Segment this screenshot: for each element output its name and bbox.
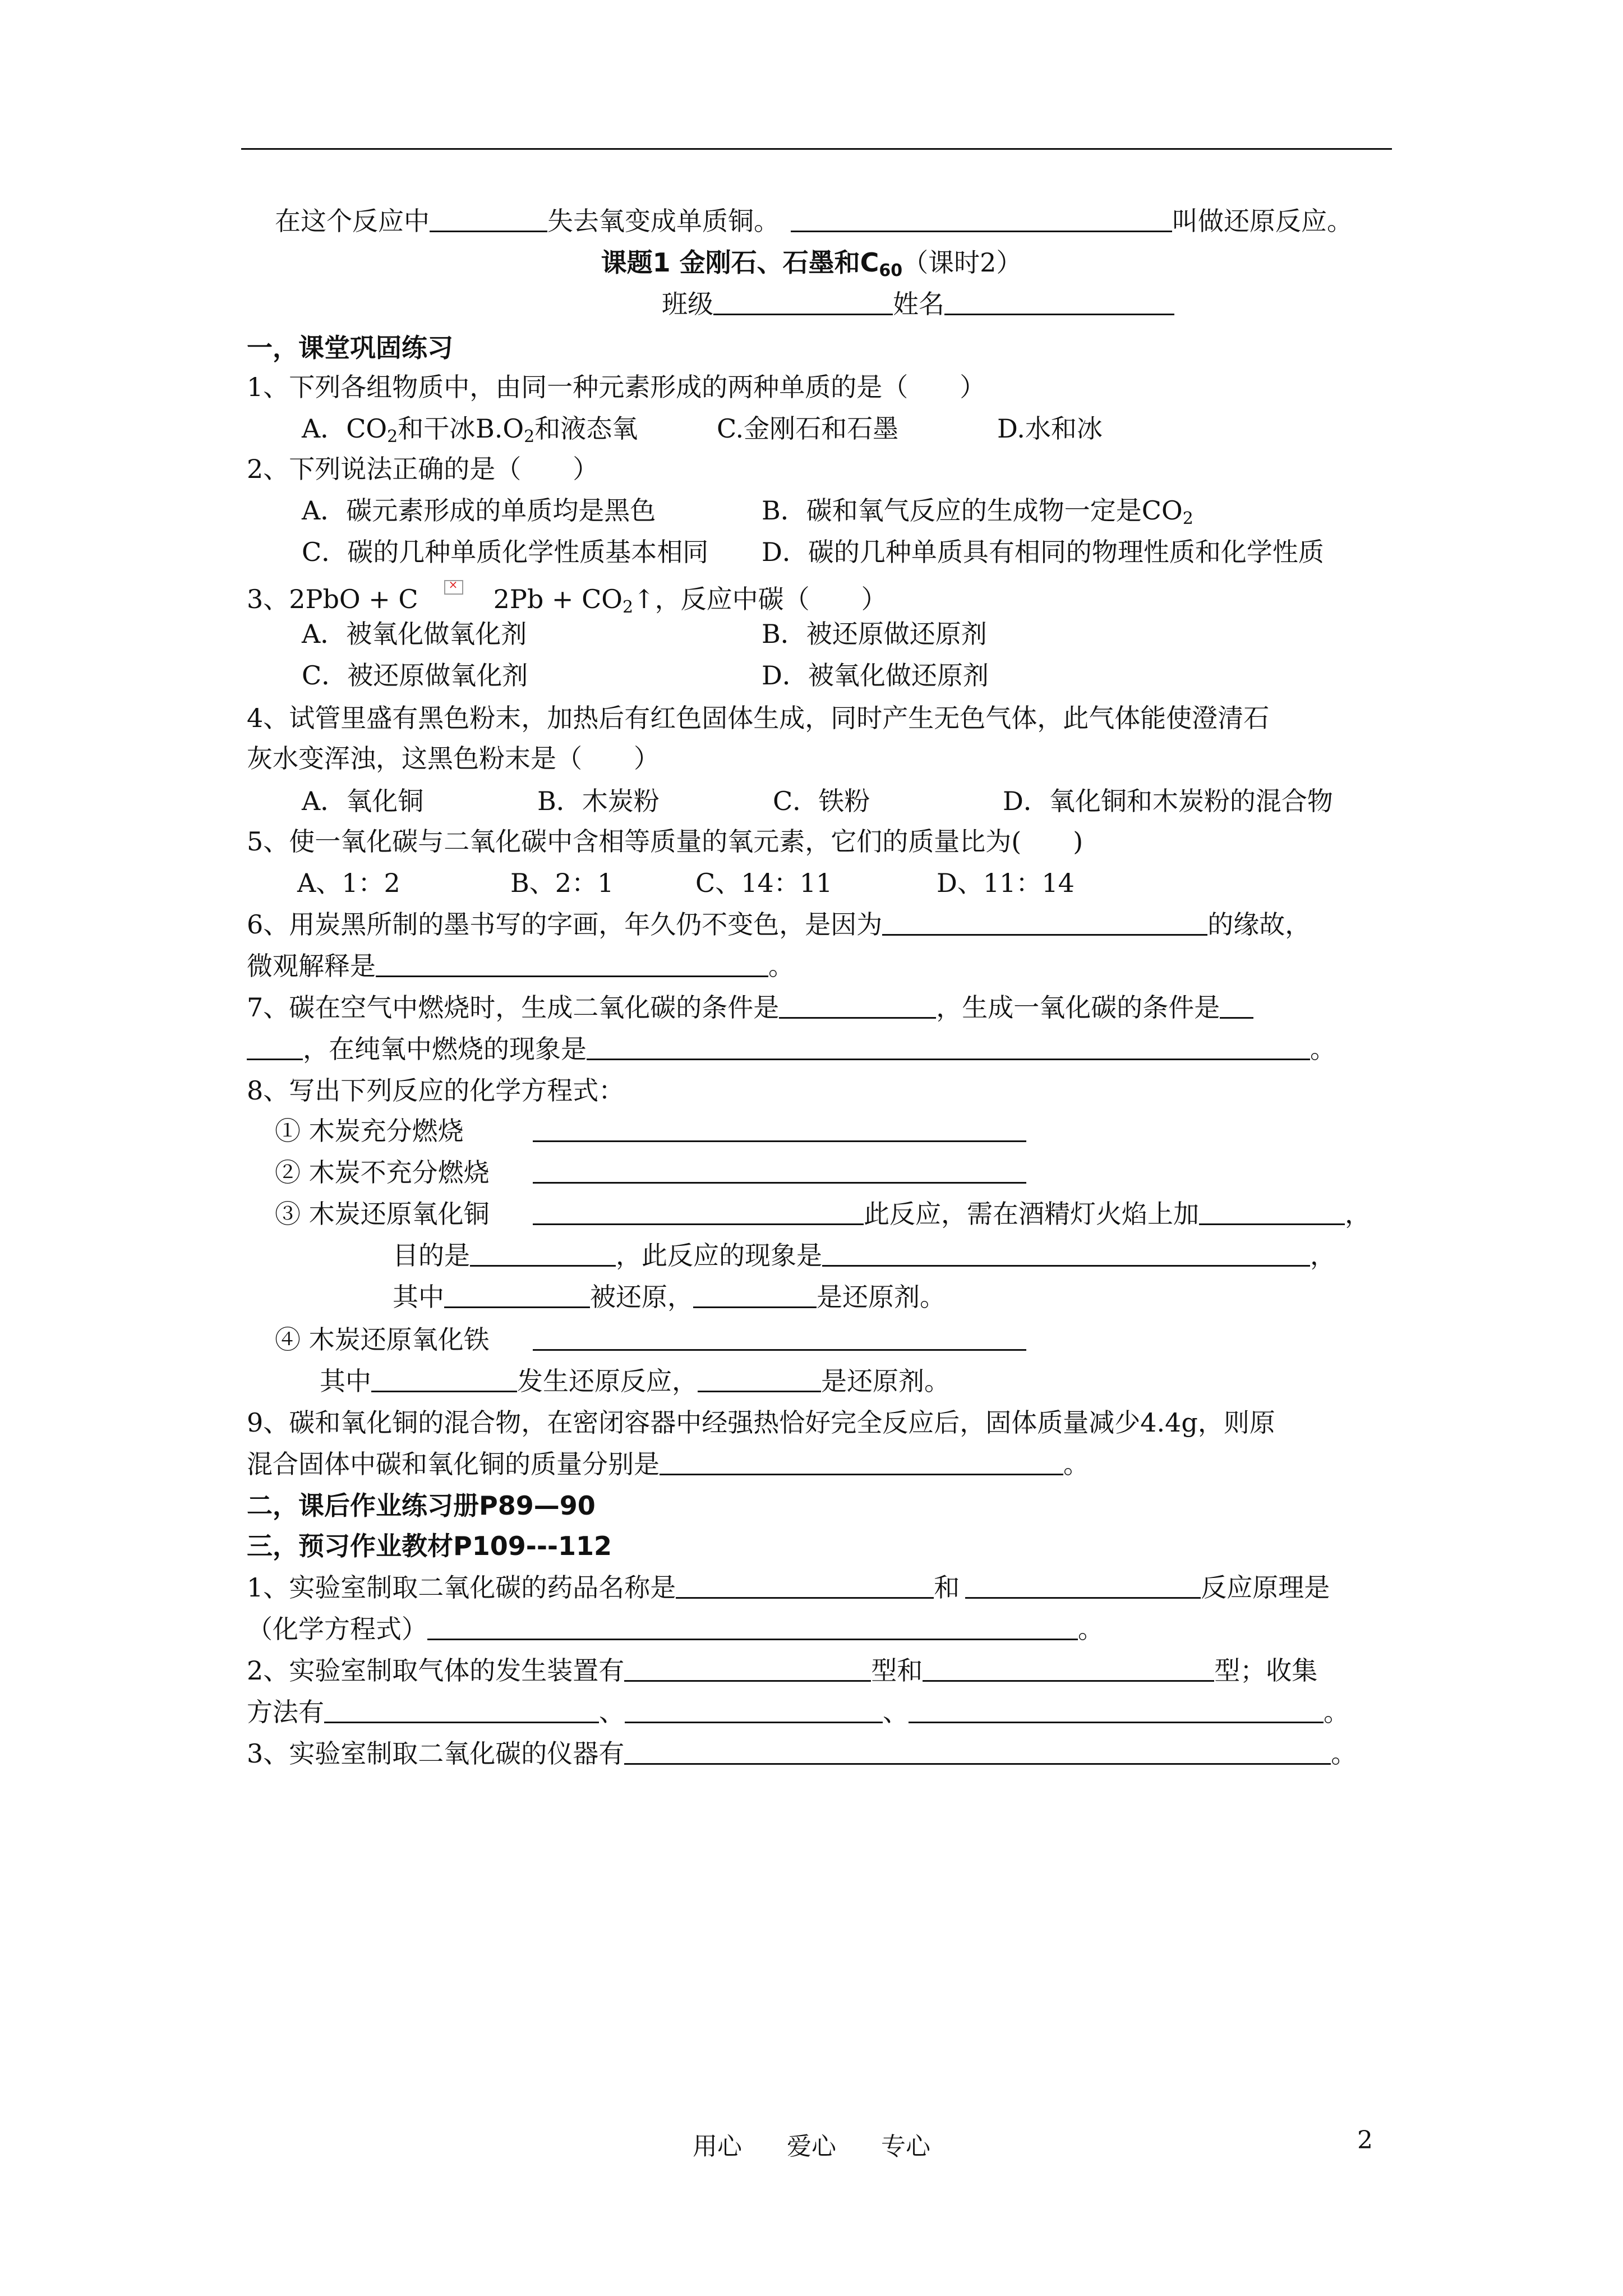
blank	[1220, 991, 1253, 1019]
preview-1-line-2: （化学方程式） 。	[247, 1614, 1104, 1644]
blank	[923, 1654, 1214, 1682]
q5-option-a: A、1：2	[297, 868, 400, 898]
q2-option-a: A．碳元素形成的单质均是黑色	[302, 495, 656, 526]
preview-3: 3、实验室制取二氧化碳的仪器有 。	[247, 1738, 1357, 1769]
broken-image-icon: ×	[441, 576, 465, 598]
blank	[324, 1696, 599, 1723]
blank	[430, 205, 547, 232]
question-2-options-cd	[302, 535, 1324, 569]
header-rule	[241, 148, 1392, 150]
question-1-options	[302, 412, 1103, 454]
blank	[470, 1239, 616, 1267]
q5-option-d: D、11：14	[937, 868, 1075, 898]
blank	[1199, 1198, 1345, 1225]
blank	[427, 1613, 1078, 1640]
blank	[698, 1365, 821, 1392]
q8-item-3-line-2: 目的是 ，此反应的现象是 ，	[393, 1240, 1336, 1271]
q1-option-b: $B.O_2$和液态氧	[476, 413, 638, 447]
blank	[660, 1448, 1063, 1475]
footer-text-2: 爱心	[787, 2132, 836, 2161]
question-4-options	[302, 784, 1333, 818]
question-5-stem: 5、使一氧化碳与二氧化碳中含相等质量的氧元素，它们的质量比为( )	[247, 826, 1083, 857]
q4-option-d: D．氧化铜和木炭粉的混合物	[1003, 786, 1333, 816]
blank	[693, 1281, 817, 1308]
blank	[882, 908, 1207, 936]
question-4-line-1: 4、试管里盛有黑色粉末，加热后有红色固体生成，同时产生无色气体，此气体能使澄清石	[247, 703, 1270, 733]
section-heading-3: 三，预习作业教材P109---112	[247, 1531, 612, 1561]
class-name-line: 班级 姓名	[662, 287, 1174, 321]
blank	[779, 991, 936, 1019]
q4-option-a: A．氧化铜	[302, 786, 424, 816]
q8-item-4: ④ 木炭还原氧化铁	[275, 1323, 1026, 1356]
q3-option-a: A．被氧化做氧化剂	[302, 619, 527, 649]
footer-text-1: 用心	[693, 2132, 742, 2161]
blank	[371, 1365, 517, 1392]
question-7-line-2: ，在纯氧中燃烧的现象是 。	[247, 1032, 1336, 1066]
q5-option-b: B、2：1	[510, 868, 614, 898]
q4-option-c: C．铁粉	[773, 786, 870, 816]
question-2-stem: 2、下列说法正确的是（ ）	[247, 454, 599, 484]
q2-option-b: B．碳和氧气反应的生成物一定是$CO_2$	[762, 495, 1193, 528]
preview-2-line-1: 2、实验室制取气体的发生装置有 型和 型；收集	[247, 1655, 1318, 1686]
blank	[247, 1033, 303, 1060]
preview-2-line-2: 方法有 、 、 。	[247, 1697, 1349, 1727]
top-line: 在这个反应中 失去氧变成单质铜。 叫做还原反应。	[275, 206, 1353, 236]
question-4-line-2: 灰水变浑浊，这黑色粉末是（ ）	[247, 743, 660, 774]
question-1-stem: 1、下列各组物质中，由同一种元素形成的两种单质的是（ ）	[247, 372, 986, 402]
blank	[587, 1033, 1310, 1060]
blank	[533, 1156, 1026, 1184]
page-footer	[0, 2126, 1623, 2162]
page-number: 2	[1357, 2126, 1373, 2155]
question-9-line-2: 混合固体中碳和氧化铜的质量分别是 。	[247, 1449, 1089, 1479]
blank	[676, 1571, 934, 1599]
blank	[909, 1696, 1324, 1723]
section-heading-2: 二，课后作业练习册P89—90	[247, 1490, 596, 1521]
preview-1-line-1: 1、实验室制取二氧化碳的药品名称是 和 反应原理是	[247, 1572, 1330, 1603]
q8-item-3-line-3: 其中 被还原， 是还原剂。	[393, 1282, 946, 1312]
question-3-options-ab	[302, 617, 987, 651]
footer-text-3: 专心	[881, 2132, 930, 2161]
section-heading-1: 一，课堂巩固练习	[247, 333, 453, 363]
q3-option-c: C．被还原做氧化剂	[302, 660, 528, 691]
blank	[625, 1696, 883, 1723]
q2-option-d: D．碳的几种单质具有相同的物理性质和化学性质	[762, 537, 1324, 567]
blank	[444, 1281, 590, 1308]
page-title: 课题1 金刚石、石墨和$C_{60}$（课时2）	[601, 247, 1022, 280]
q8-item-2: ② 木炭不充分燃烧	[275, 1156, 1026, 1189]
question-9-line-1: 9、碳和氧化铜的混合物，在密闭容器中经强热恰好完全反应后，固体质量减少4.4g，则原	[247, 1407, 1275, 1438]
question-3-options-cd	[302, 659, 989, 692]
q1-option-c: C.金刚石和石墨	[717, 413, 899, 444]
question-8-stem: 8、写出下列反应的化学方程式：	[247, 1075, 625, 1106]
question-2-options-ab	[302, 494, 1193, 536]
q4-option-b: B．木炭粉	[537, 786, 660, 816]
question-3-stem: 3、2PbO + C × $2Pb + CO_2↑$，反应中碳（ ）	[247, 576, 887, 624]
class-blank	[713, 288, 893, 315]
q5-option-c: C、14：11	[695, 868, 833, 898]
q8-item-3: ③ 木炭还原氧化铜 此反应，需在酒精灯火焰上加 ，	[275, 1199, 1371, 1229]
q1-option-d: D.水和冰	[997, 413, 1103, 444]
q3-option-d: D．被氧化做还原剂	[762, 660, 989, 691]
name-blank	[944, 288, 1174, 315]
blank	[624, 1654, 871, 1682]
q8-item-4-line-2: 其中 发生还原反应， 是还原剂。	[320, 1366, 950, 1396]
blank	[822, 1239, 1310, 1267]
blank	[965, 1571, 1201, 1599]
blank	[624, 1737, 1331, 1765]
q8-item-1: ① 木炭充分燃烧	[275, 1114, 1026, 1148]
blank	[376, 950, 768, 977]
question-5-options	[297, 866, 1075, 900]
question-6-line-2: 微观解释是 。	[247, 951, 794, 981]
blank	[533, 1323, 1026, 1351]
q2-option-c: C．碳的几种单质化学性质基本相同	[302, 537, 709, 567]
question-6-line-1: 6、用炭黑所制的墨书写的字画，年久仍不变色，是因为 的缘故，	[247, 909, 1311, 940]
blank	[533, 1115, 1026, 1142]
blank	[533, 1198, 864, 1225]
q3-option-b: B．被还原做还原剂	[762, 619, 987, 649]
q1-option-a: A．$CO_2$和干冰	[302, 413, 476, 447]
question-7-line-1: 7、碳在空气中燃烧时，生成二氧化碳的条件是 ，生成一氧化碳的条件是	[247, 991, 1253, 1024]
blank	[791, 205, 1172, 232]
